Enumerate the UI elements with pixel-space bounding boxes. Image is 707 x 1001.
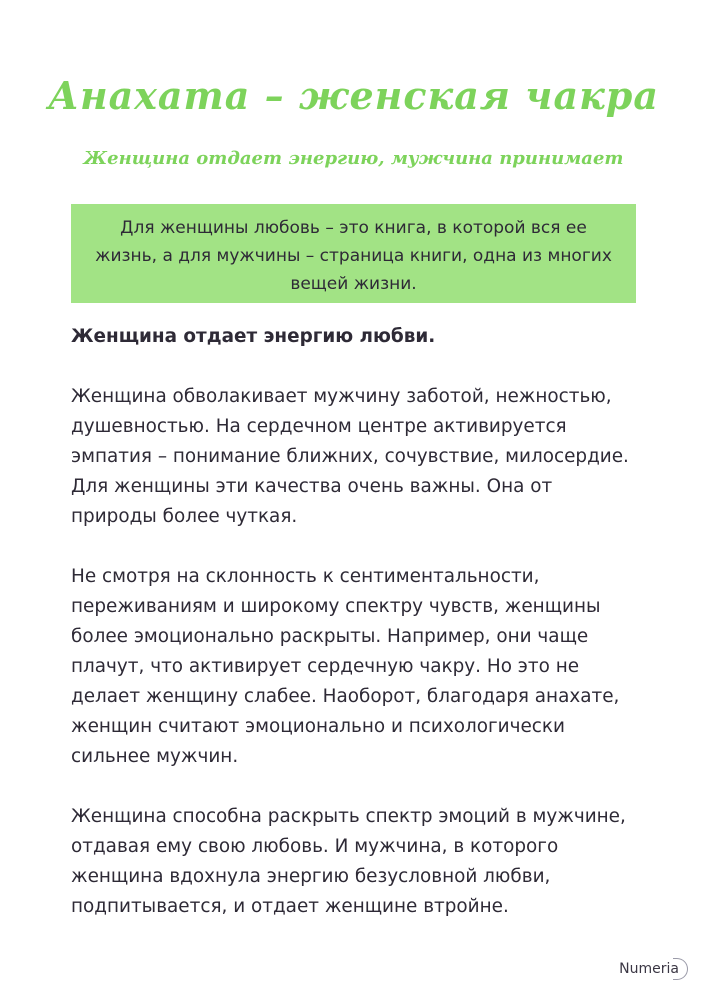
quote-box	[71, 204, 636, 303]
body-paragraph: Женщина способна раскрыть спектр эмоций в мужчине, отдавая ему свою любовь. И мужчина, в которого женщина вдохнула энергию безусловной любви, подпитывается, и отдает женщине втройне.	[71, 806, 626, 917]
article-body	[71, 322, 641, 952]
page-title: Анахата – женская чакра	[48, 73, 659, 118]
lead-paragraph: Женщина отдает энергию любви.	[71, 326, 436, 347]
body-paragraph: Не смотря на склонность к сентиментальности, переживаниям и широкому спектру чувств, женщины более эмоционально раскрыты. Например, они чаще плачут, что активирует сердечную чакру. Но это не делает женщину слабее. Наоборот, благодаря анахате, женщин считают эмоционально и психологически сильнее мужчин.	[71, 566, 620, 767]
brand-name: Numeria	[619, 961, 679, 977]
body-paragraph: Женщина обволакивает мужчину заботой, нежностью, душевностью. На сердечном центре активируется эмпатия – понимание ближних, сочувствие, милосердие. Для женщины эти качества очень важны. Она от природы более чуткая.	[71, 386, 629, 527]
brand-logo	[619, 958, 688, 980]
quote-text: Для женщины любовь – это книга, в которой вся ее жизнь, а для мужчины – страница книги, одна из многих вещей жизни.	[95, 218, 612, 294]
brand-arc-icon	[673, 958, 688, 980]
page-subtitle: Женщина отдает энергию, мужчина принимает	[83, 148, 624, 169]
